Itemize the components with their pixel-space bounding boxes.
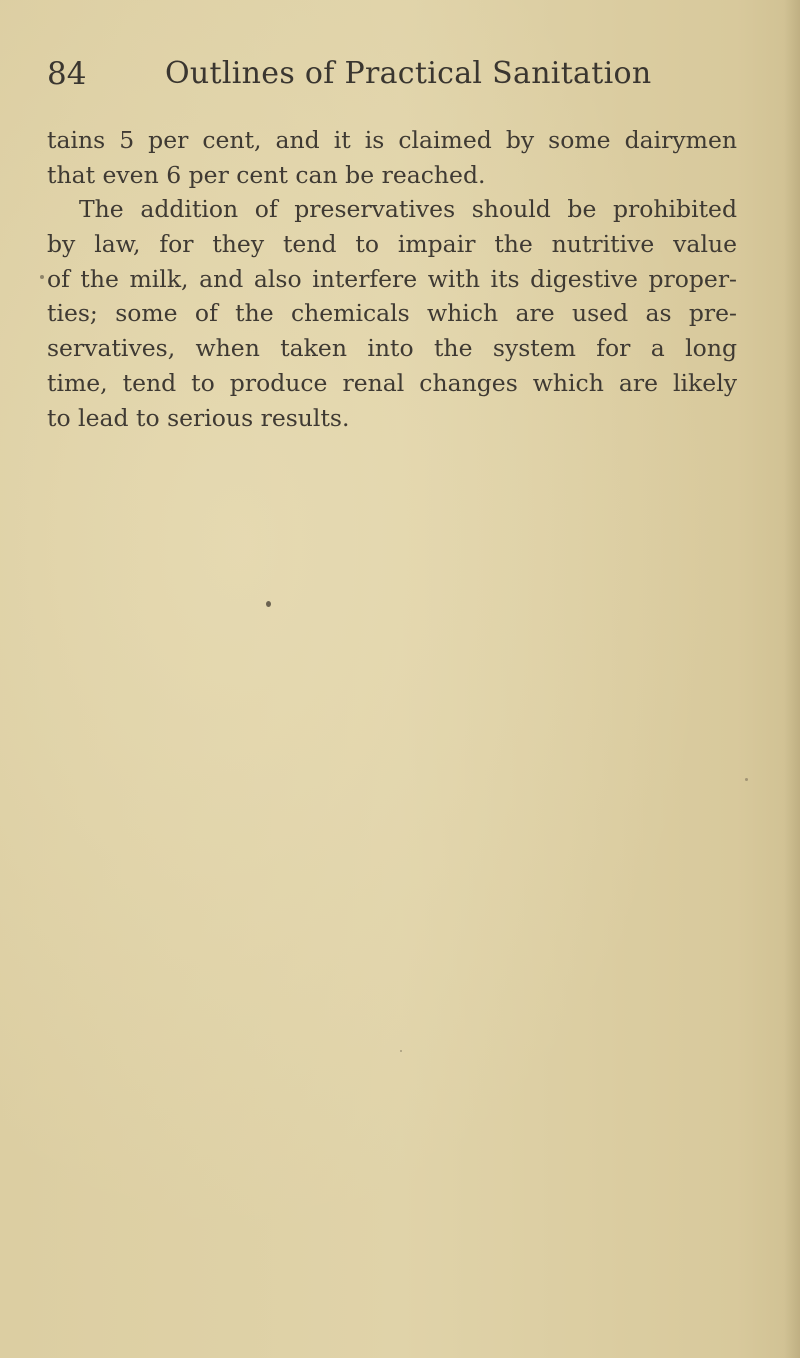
- text-line: tains 5 per cent, and it is claimed by some dairymen: [47, 126, 737, 154]
- text-line: by law, for they tend to impair the nutritive value: [47, 230, 737, 259]
- text-line: time, tend to produce renal changes which are likely: [47, 368, 737, 397]
- paper-speck: [40, 275, 44, 279]
- page-number: 84: [47, 56, 87, 92]
- text-line: to lead to serious results.: [47, 403, 350, 432]
- paper-speck: [745, 778, 748, 781]
- text-line: ties; some of the chemicals which are used as pre-: [47, 299, 737, 328]
- body-text: [47, 123, 737, 435]
- text-line: that even 6 per cent can be reached.: [47, 160, 486, 189]
- page-edge-shadow: [784, 0, 800, 1358]
- paper-speck: [266, 601, 271, 607]
- paper-speck: [400, 1050, 402, 1052]
- text-line: servatives, when taken into the system for a long: [47, 334, 737, 363]
- running-head: [47, 52, 747, 100]
- text-line: of the milk, and also interfere with its digestive proper-: [47, 264, 737, 293]
- text-line: The addition of preservatives should be prohibited: [79, 195, 737, 224]
- running-title: Outlines of Practical Sanitation: [165, 56, 652, 91]
